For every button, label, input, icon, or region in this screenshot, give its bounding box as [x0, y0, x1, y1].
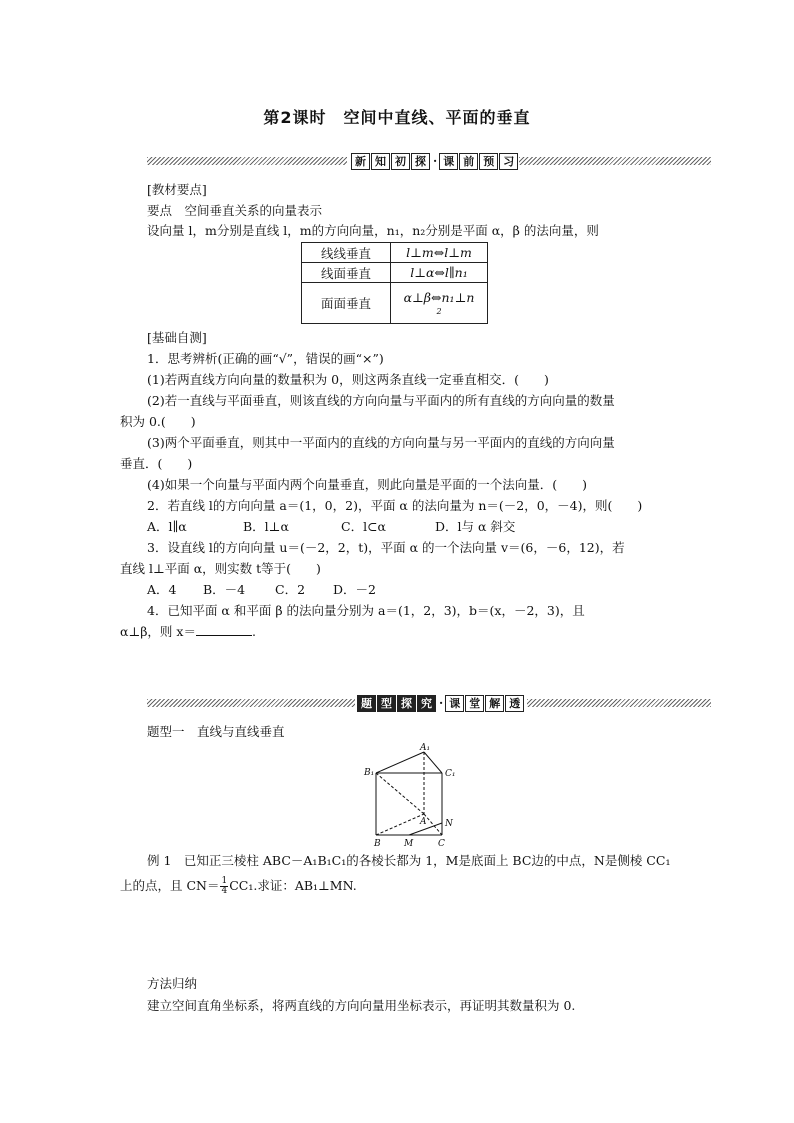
option-d: D．l与 α 斜交 [435, 519, 516, 534]
section-banner-preview [147, 153, 711, 169]
segment-ab1 [376, 773, 424, 814]
example-1-cont [120, 876, 357, 896]
key-point: 要点 空间垂直关系的向量表示 [147, 203, 323, 218]
table-value: l⊥α⇔l∥n₁ [391, 263, 488, 283]
fraction [220, 877, 228, 896]
question-4-text: α⊥β，则 x＝ [120, 624, 196, 639]
example-1-text: 上的点，且 CN＝ [120, 878, 220, 893]
label-a1: A₁ [420, 743, 431, 753]
banner-chip: 堂 [465, 695, 484, 712]
label-a: A [420, 817, 427, 827]
table-value-subscript: 2 [436, 307, 442, 316]
option-b: B．l⊥α [243, 519, 289, 534]
banner-hatch-left [147, 157, 347, 165]
table-row [302, 243, 488, 263]
question-1-4: (4)如果一个向量与平面内两个向量垂直，则此向量是平面的一个法向量．( ) [147, 477, 587, 492]
question-2-options [147, 517, 515, 537]
banner-hatch-right [519, 157, 711, 165]
method-text: 建立空间直角坐标系，将两直线的方向向量用坐标表示，再证明其数量积为 0. [147, 998, 576, 1013]
banner-hatch-left [147, 699, 355, 707]
topic-heading: 题型一 直线与直线垂直 [147, 724, 285, 739]
banner-chips [357, 695, 525, 711]
banner-chip: 初 [391, 153, 410, 170]
banner-separator: · [439, 696, 444, 710]
banner-chip: 探 [411, 153, 430, 170]
banner-chip: 新 [351, 153, 370, 170]
option-c: C．l⊂α [341, 519, 386, 534]
question-3-options [147, 580, 376, 600]
banner-chip: 题 [357, 695, 376, 712]
prism-figure [362, 740, 462, 850]
question-1: 1．思考辨析(正确的画“√”，错误的画“×”) [147, 351, 384, 366]
question-1-2: (2)若一直线与平面垂直，则该直线的方向向量与平面内的所有直线的方向向量的数量 [147, 393, 615, 408]
banner-chips [351, 153, 519, 169]
option-a: A．l∥α [147, 519, 187, 534]
banner-separator: · [433, 154, 438, 168]
question-4: 4．已知平面 α 和平面 β 的法向量分别为 a＝(1，2，3)，b＝(x，－2，3)，且 [147, 603, 585, 618]
banner-chip: 课 [445, 695, 464, 712]
banner-chip: 课 [439, 153, 458, 170]
example-1: 例 1 已知正三棱柱 ABC－A₁B₁C₁的各棱长都为 1，M是底面上 BC边的中点，N是侧棱 CC₁ [147, 853, 671, 868]
label-c1: C₁ [445, 769, 456, 779]
question-3: 3．设直线 l的方向向量 u＝(－2，2，t)，平面 α 的一个法向量 v＝(6，－6，12)，若 [147, 540, 625, 555]
relation-table [301, 242, 488, 324]
option-a: A．4 [147, 582, 177, 597]
banner-chip: 预 [479, 153, 498, 170]
banner-chip: 透 [505, 695, 524, 712]
question-3-cont: 直线 l⊥平面 α，则实数 t等于( ) [120, 561, 321, 576]
edge-a1b1 [376, 752, 424, 773]
table-value: l⊥m⇔l⊥m [391, 243, 488, 263]
table-value-cell [391, 283, 488, 324]
label-m: M [404, 839, 414, 849]
method-heading: 方法归纳 [147, 976, 198, 991]
question-2: 2．若直线 l的方向向量 a＝(1，0，2)，平面 α 的法向量为 n＝(－2，0，－4)，则( ) [147, 498, 643, 513]
banner-chip: 习 [499, 153, 518, 170]
banner-chip: 解 [485, 695, 504, 712]
intro-text: 设向量 l，m分别是直线 l，m的方向向量，n₁，n₂分别是平面 α，β 的法向量，则 [147, 223, 599, 238]
question-1-1: (1)若两直线方向向量的数量积为 0，则这两条直线一定垂直相交．( ) [147, 372, 549, 387]
table-key: 线线垂直 [302, 243, 391, 263]
fraction-numerator: 1 [221, 876, 228, 886]
table-row [302, 283, 488, 324]
question-1-2-cont: 积为 0.( ) [120, 414, 196, 429]
edge-a1c1 [424, 752, 442, 773]
label-n: N [445, 819, 453, 829]
banner-chip: 究 [417, 695, 436, 712]
question-4-end: . [251, 624, 256, 639]
label-b: B [374, 839, 381, 849]
table-value: α⊥β⇔n₁⊥n [403, 290, 475, 305]
question-1-3-cont: 垂直．( ) [120, 456, 193, 471]
table-key: 线面垂直 [302, 263, 391, 283]
table-key: 面面垂直 [302, 283, 391, 324]
page-title: 第2课时 空间中直线、平面的垂直 [263, 108, 531, 127]
label-c: C [438, 839, 445, 849]
banner-chip: 前 [459, 153, 478, 170]
banner-hatch-right [527, 699, 711, 707]
label-b1: B₁ [364, 768, 375, 778]
option-b: B．－4 [203, 582, 246, 597]
section-heading-selftest: [基础自测] [147, 330, 207, 345]
fraction-denominator: 4 [221, 886, 228, 896]
banner-chip: 知 [371, 153, 390, 170]
table-row [302, 263, 488, 283]
section-banner-explore [147, 695, 711, 711]
banner-chip: 型 [377, 695, 396, 712]
answer-blank [196, 623, 252, 636]
section-heading-textbook: [教材要点] [147, 182, 207, 197]
option-d: D．－2 [333, 582, 376, 597]
banner-chip: 探 [397, 695, 416, 712]
question-4-cont [120, 622, 256, 642]
option-c: C．2 [275, 582, 306, 597]
question-1-3: (3)两个平面垂直，则其中一平面内的直线的方向向量与另一平面内的直线的方向向量 [147, 435, 615, 450]
example-1-proof-goal: CC₁.求证：AB₁⊥MN. [229, 878, 357, 893]
